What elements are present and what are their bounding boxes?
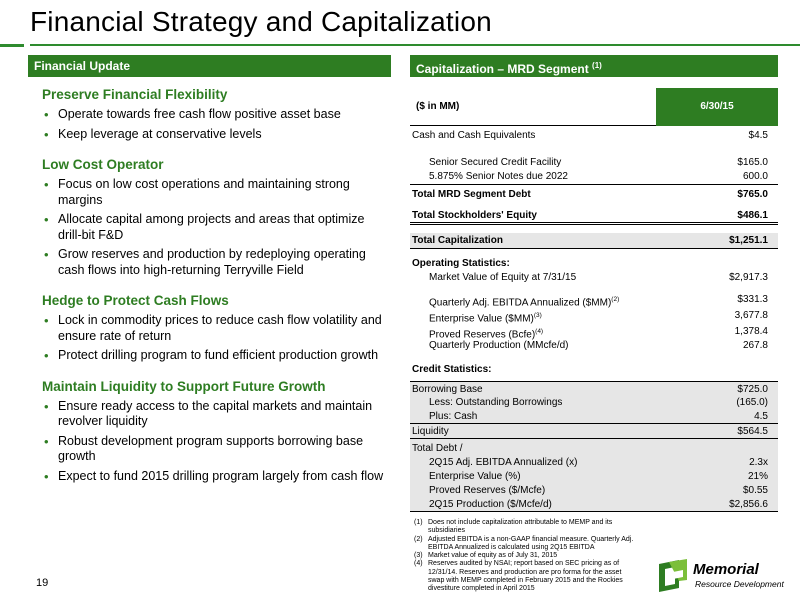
footnote: (4) Reserves audited by NSAI; report based on SEC pricing as of 12/31/14. Reserves and production are pro forma for the asset swap with MEMP completed in February 2015 and the Rockies divestiture completed in April 2015 (414, 560, 623, 593)
bullet-icon: • (44, 313, 49, 328)
table-row-senior-secured: Senior Secured Credit Facility $165.0 (429, 157, 768, 168)
logo-subtitle: Resource Development (695, 579, 784, 589)
logo-name: Memorial (693, 561, 759, 578)
group-hedge (42, 293, 387, 364)
credit-stats-block (410, 381, 778, 512)
group-low-cost (42, 157, 387, 278)
table-row-liquidity: Liquidity $564.5 (410, 424, 778, 439)
footnote: (2) Adjusted EBITDA is a non-GAAP financial measure. Quarterly Adj. EBITDA Annualized is calculated using 2Q15 EBITDA (414, 535, 634, 551)
logo-mark-icon (653, 558, 693, 594)
table-header (410, 88, 778, 126)
table-row-td-ebitda: 2Q15 Adj. EBITDA Annualized (x) 2.3x (429, 457, 768, 468)
bullet-item: • Protect drilling program to fund efficient production growth (44, 348, 379, 363)
footnote: (3) Market value of equity as of July 31, 2015 (414, 552, 558, 560)
bullet-icon: • (44, 177, 49, 192)
bullet-item: • Robust development program supports borrowing base growth (44, 433, 364, 463)
page-number: 19 (36, 577, 49, 589)
title-underline (30, 44, 800, 46)
bullet-item: • Ensure ready access to the capital markets and maintain revolver liquidity (44, 398, 373, 428)
table-row-ebitda: Quarterly Adj. EBITDA Annualized ($MM)$^{(2)}$ $331.3 (429, 294, 768, 309)
capitalization-header-note: (1) (592, 61, 602, 70)
bullet-icon: • (44, 433, 49, 449)
table-row-less-outstanding: Less: Outstanding Borrowings (165.0) (429, 397, 768, 408)
bullet-icon: • (44, 107, 49, 122)
group-flexibility (42, 87, 387, 142)
bullet-item: • Focus on low cost operations and maintaining strong margins (44, 177, 350, 207)
footnotes (414, 519, 639, 594)
bullet-item: • Allocate capital among projects and areas that optimize drill-bit F&D (44, 212, 365, 242)
financial-update-list (42, 87, 387, 499)
page-title: Financial Strategy and Capitalization (30, 6, 492, 37)
capitalization-header-label: Capitalization – MRD Segment (416, 62, 589, 76)
group-heading: Maintain Liquidity to Support Future Growth (42, 378, 326, 394)
table-row-td-production: 2Q15 Production ($/Mcfe/d) $2,856.6 (410, 498, 778, 512)
bullet-item: • Lock in commodity prices to reduce cash flow volatility and ensure rate of return (44, 313, 382, 343)
table-row-enterprise-value: Enterprise Value ($MM)$^{(3)}$ 3,677.8 (429, 310, 768, 325)
group-heading: Hedge to Protect Cash Flows (42, 293, 229, 308)
table-row-total-equity: Total Stockholders' Equity $486.1 (410, 207, 778, 225)
capitalization-table (410, 88, 778, 512)
table-row-total-debt: Total MRD Segment Debt $765.0 (410, 184, 778, 204)
operating-stats-heading: Operating Statistics: (412, 258, 510, 269)
bullet-icon: • (44, 398, 49, 414)
group-heading: Preserve Financial Flexibility (42, 87, 228, 102)
bullet-icon: • (44, 468, 49, 484)
table-row-td-ev: Enterprise Value (%) 21% (429, 471, 768, 482)
table-row-total-capitalization: Total Capitalization $1,251.1 (410, 233, 778, 249)
group-liquidity (42, 379, 387, 485)
financial-update-header: Financial Update (28, 55, 391, 77)
bullet-item: • Keep leverage at conservative levels (44, 126, 262, 142)
table-row-quarterly-production: Quarterly Production (MMcfe/d) 267.8 (429, 340, 768, 351)
total-debt-over-heading: Total Debt / (412, 443, 463, 454)
credit-stats-heading: Credit Statistics: (412, 364, 492, 375)
date-column-header: 6/30/15 (656, 88, 778, 126)
table-row-td-reserves: Proved Reserves ($/Mcfe) $0.55 (429, 485, 768, 496)
table-row-senior-notes: 5.875% Senior Notes due 2022 600.0 (429, 171, 768, 182)
group-heading: Low Cost Operator (42, 157, 164, 172)
bullet-item: • Expect to fund 2015 drilling program largely from cash flow (44, 468, 384, 484)
company-logo (653, 558, 788, 594)
bullet-icon: • (44, 126, 49, 142)
table-row-borrowing-base: Borrowing Base $725.0 (410, 381, 778, 396)
table-row-market-value: Market Value of Equity at 7/31/15 $2,917.3 (429, 272, 768, 283)
bullet-item: • Grow reserves and production by redeploying operating cash flows into high-returning Terryville Field (44, 247, 366, 277)
unit-label: ($ in MM) (416, 101, 460, 112)
bullet-icon: • (44, 247, 49, 262)
table-row-cash: Cash and Cash Equivalents $4.5 (412, 130, 768, 141)
title-accent-bar (0, 44, 24, 47)
table-row-plus-cash: Plus: Cash 4.5 (410, 410, 778, 424)
bullet-icon: • (44, 212, 49, 227)
bullet-icon: • (44, 348, 49, 363)
bullet-item: • Operate towards free cash flow positive asset base (44, 107, 341, 122)
capitalization-header (410, 55, 778, 77)
footnote: (1) Does not include capitalization attributable to MEMP and its subsidiaries (414, 519, 613, 535)
table-row-proved-reserves: Proved Reserves (Bcfe)$^{(4)}$ 1,378.4 (429, 326, 768, 341)
